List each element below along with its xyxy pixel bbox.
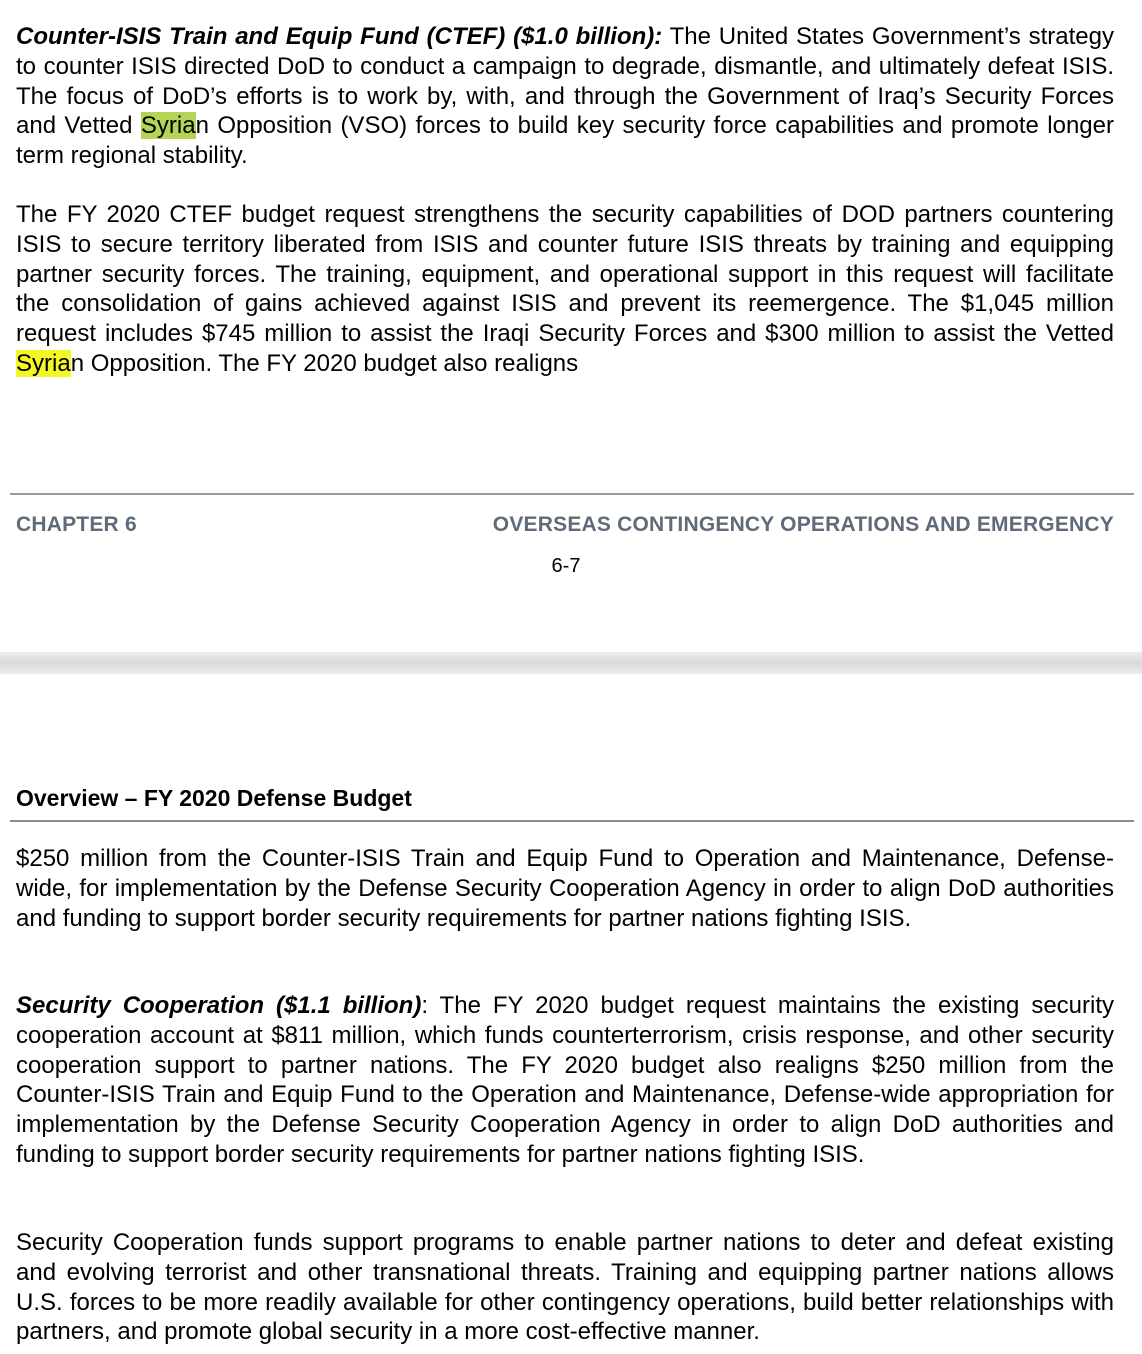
footer-chapter: CHAPTER 6 (16, 513, 137, 536)
header-divider (10, 820, 1134, 822)
security-cooperation-paragraph (16, 991, 1114, 1170)
budget-request-text-part-2: n Opposition. The FY 2020 budget also realigns (70, 349, 579, 377)
ctef-text-part-1: The United States Government’s strategy to counter ISIS directed DoD to conduct a campaign to degrade, dismantle, and ultimately defeat ISIS. The focus of DoD’s efforts is to work by, with, and through the Government of Iraq’s Security Forces and Vetted (16, 23, 1114, 140)
ctef-budget-request-paragraph (16, 200, 1114, 379)
ctef-paragraph (16, 22, 1114, 171)
footer-divider (10, 493, 1134, 495)
search-highlight-current[interactable]: Syria (140, 112, 196, 140)
search-highlight-match[interactable]: Syria (16, 349, 71, 377)
document-page-6-7 (0, 0, 1142, 652)
continuation-paragraph: $250 million from the Counter-ISIS Train and Equip Fund to Operation and Maintenance, Defense-wide, for implementation by the Defense Security Cooperation Agency in order to align DoD authorities and funding to support border security requirements for partner nations fighting ISIS. (16, 845, 1114, 932)
security-funds-paragraph: Security Cooperation funds support programs to enable partner nations to deter and defeat existing and evolving terrorist and other transnational threats. Training and equipping partner nations allows U.S. forces to be more readily available for other contingency operations, build better relationships with partners, and promote global security in a more cost-effective manner. (16, 1229, 1114, 1346)
page-header-title: Overview – FY 2020 Defense Budget (16, 785, 412, 811)
security-cooperation-text: : The FY 2020 budget request maintains the existing security cooperation account at $811 million, which funds counterterrorism, crisis response, and other security cooperation support to partner nations. The FY 2020 budget also realigns $250 million from the Counter-ISIS Train and Equip Fund to the Operation and Maintenance, Defense-wide appropriation for implementation by the Defense Security Cooperation Agency in order to align DoD authorities and funding to support border security requirements for partner nations fighting ISIS. (16, 992, 1115, 1168)
ctef-lead-heading: Counter-ISIS Train and Equip Fund (CTEF) ($1.0 billion): (16, 23, 663, 50)
page-number: 6-7 (551, 555, 581, 577)
budget-request-text-part-1: The FY 2020 CTEF budget request strengthens the security capabilities of DOD partners countering ISIS to secure territory liberated from ISIS and counter future ISIS threats by training and equipping partner security forces. The training, equipment, and operational support in this request will facilitate the consolidation of gains achieved against ISIS and prevent its reemergence. The $1,045 million request includes $745 million to assist the Iraqi Security Forces and $300 million to assist the Vetted (16, 201, 1114, 348)
security-cooperation-lead-heading: Security Cooperation ($1.1 billion) (16, 992, 422, 1019)
footer-section-title: OVERSEAS CONTINGENCY OPERATIONS AND EMERGENCY (492, 513, 1114, 536)
ctef-text-part-2: n Opposition (VSO) forces to build key security force capabilities and promote longer term regional stability. (16, 112, 1114, 170)
page-gap-separator (0, 652, 1142, 674)
